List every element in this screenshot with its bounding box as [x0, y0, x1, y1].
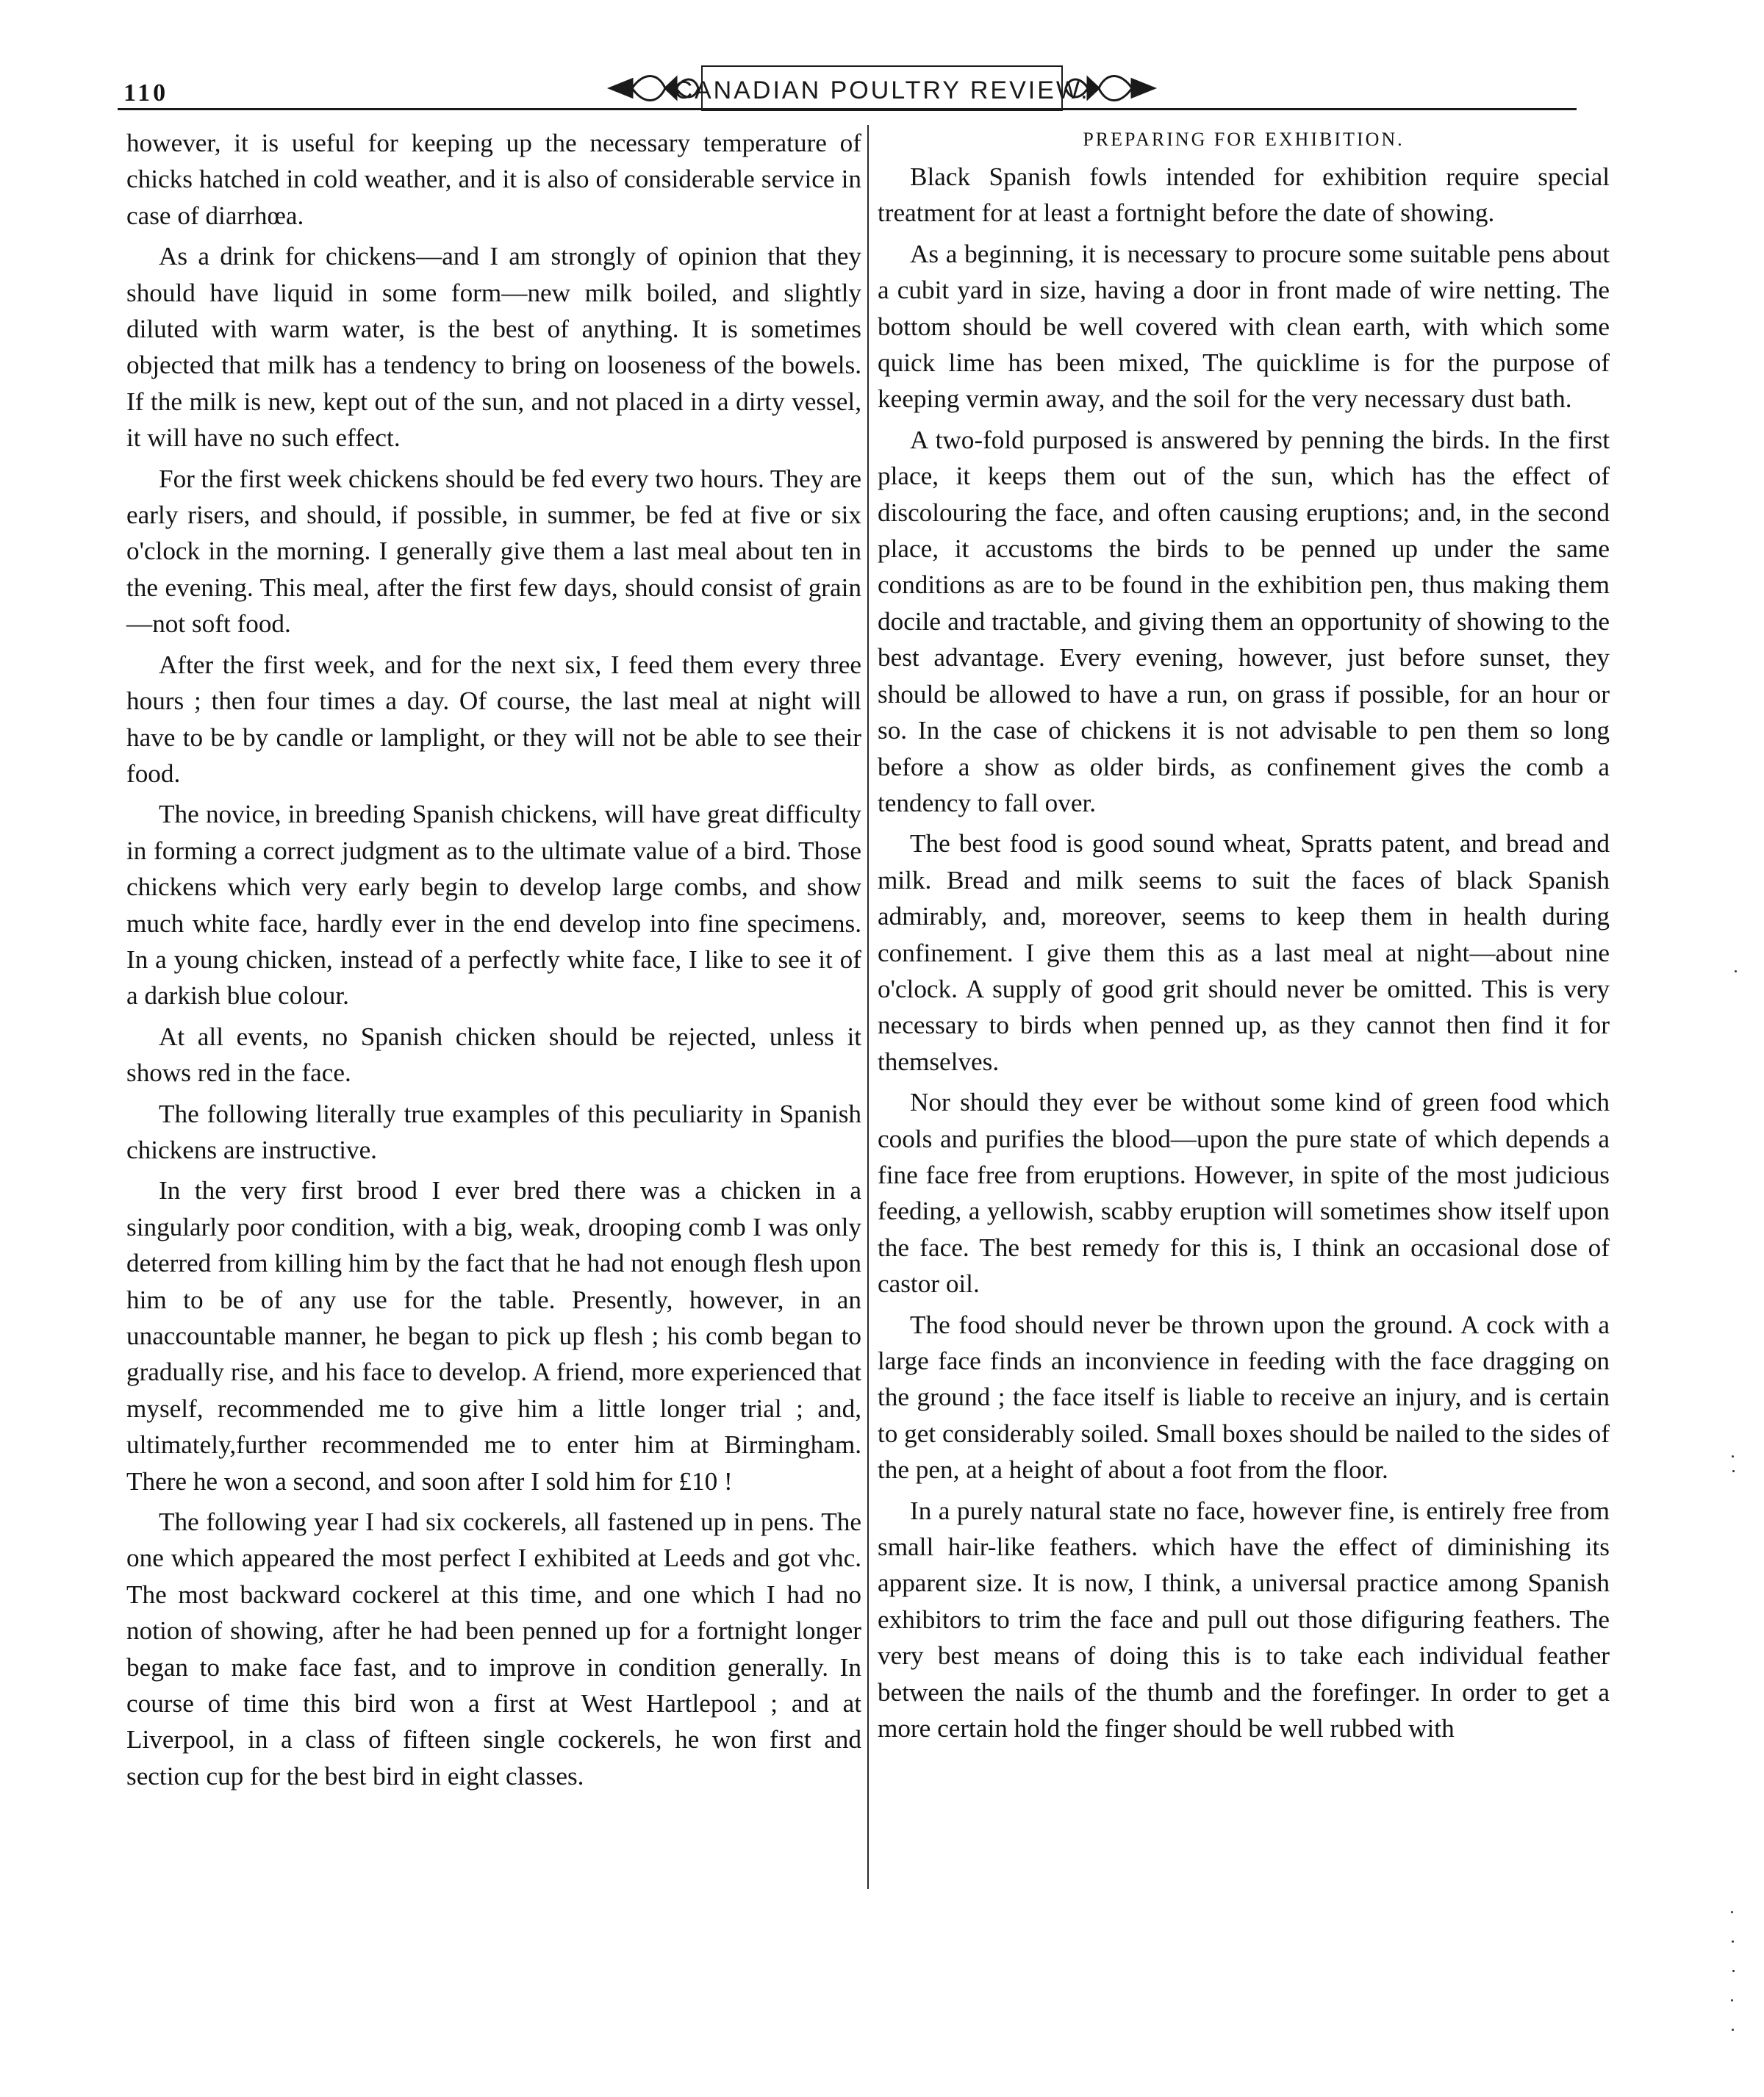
left-paragraph-3: For the first week chickens should be fed every two hours. They are early risers, and should, if possible, in summer, be fed at five or six o'clock in the morning. I generally give them a last meal about ten in the evening. This meal, after the first few days, should consist of grain—not soft food. — [126, 464, 861, 639]
scan-speck — [1731, 1911, 1733, 1913]
left-paragraph-2: As a drink for chickens—and I am strongly of opinion that they should have liquid in some form—new milk boiled, and slightly diluted with warm water, is the best of anything. It is sometimes objected that milk has a tendency to bring on looseness of the bowels. If the milk is new, kept out of the sun, and not placed in a dirty vessel, it will have no such effect. — [126, 242, 861, 453]
scan-speck — [1732, 2029, 1734, 2031]
column-divider — [867, 125, 869, 1889]
left-paragraph-1: however, it is useful for keeping up the necessary temperature of chicks hatched in cold weather, and it is also of considerable service in case of diarrhœa. — [126, 129, 861, 230]
scan-speck — [1732, 1940, 1734, 1943]
right-paragraph-3: A two-fold purposed is answered by penning the birds. In the first place, it keeps them out of the sun, which has the effect of discolouring the face, and often causing eruptions; and, in the second place, it accustoms the birds to be penned up under the same conditions as are to be found in the exhibition pen, thus making them docile and tractable, and giving them an opportunity of showing to the best advantage. Every evening, however, just before sunset, they should be allowed to have a run, on grass if possible, for an hour or so. In the case of chickens it is not advisable to pen them so long before a show as older birds, as confinement gives the comb a tendency to fall over. — [878, 425, 1610, 817]
left-column — [126, 125, 861, 1794]
page-number: 110 — [123, 79, 169, 107]
masthead — [603, 57, 1161, 116]
right-paragraph-1: Black Spanish fowls intended for exhibition require special treatment for at least a fortnight before the date of showing. — [878, 162, 1610, 228]
right-paragraph-2: As a beginning, it is necessary to procure some suitable pens about a cubit yard in size, having a door in front made of wire netting. The bottom should be well covered with clean earth, with which some quick lime has been mixed, The quicklime is for the purpose of keeping vermin away, and the soil for the very necessary dust bath. — [878, 239, 1610, 414]
left-paragraph-9: The following year I had six cockerels, all fastened up in pens. The one which appeared the most perfect I exhibited at Leeds and got vhc. The most backward cockerel at this time, and one which I had no notion of showing, after he had been penned up for a fortnight longer began to make face fast, and to improve in condition generally. In course of time this bird won a first at West Hartlepool ; and at Liverpool, in a class of fifteen single cockerels, he won first and section cup for the best bird in eight classes. — [126, 1508, 861, 1790]
left-paragraph-7: The following literally true examples of this peculiarity in Spanish chickens are instructive. — [126, 1099, 861, 1164]
scan-speck — [1732, 1470, 1735, 1472]
right-paragraph-4: The best food is good sound wheat, Spratts patent, and bread and milk. Bread and milk seems to suit the faces of black Spanish admirably, and, moreover, seems to keep them in health during confinement. I give them this as a last meal at night—about nine o'clock. A supply of good grit should never be omitted. This is very necessary to birds when penned up, as they cannot then find it for themselves. — [878, 829, 1610, 1076]
right-paragraph-6: The food should never be thrown upon the ground. A cock with a large face finds an inconvience in feeding with the face dragging on the ground ; the face itself is liable to receive an injury, and is certain to get considerably soiled. Small boxes should be nailed to the sides of the pen, at a height of about a foot from the floor. — [878, 1310, 1610, 1485]
right-paragraph-5: Nor should they ever be without some kind of green food which cools and purifies the blood—upon the pure state of which depends a fine face free from eruptions. However, in spite of the most judicious feeding, a yellowish, scabby eruption will sometimes show itself upon the face. The best remedy for this is, I think an occasional dose of castor oil. — [878, 1088, 1610, 1299]
right-paragraph-7: In a purely natural state no face, however fine, is entirely free from small hair-like feathers. which have the effect of diminishing its apparent size. It is now, I think, a universal practice among Spanish exhibitors to trim the face and pull out those difiguring feathers. The very best means of doing this is to take each individual feather between the nails of the thumb and the forefinger. In order to get a more certain hold the finger should be well rubbed with — [878, 1496, 1610, 1743]
masthead-title: CANADIAN POULTRY REVIEW. — [674, 76, 1090, 104]
left-paragraph-5: The novice, in breeding Spanish chickens, will have great difficulty in forming a correct judgment as to the ultimate value of a bird. Those chickens which very early begin to develop large combs, and show much white face, hardly ever in the end develop into fine specimens. In a young chicken, instead of a perfectly white face, I like to see it of a darkish blue colour. — [126, 800, 861, 1011]
header-rule — [118, 108, 1577, 110]
scan-speck — [1731, 1999, 1733, 2001]
scan-speck — [1732, 1455, 1734, 1458]
left-paragraph-4: After the first week, and for the next six, I feed them every three hours ; then four times a day. Of course, the last meal at night will have to be by candle or lamplight, or they will not be able to see their food. — [126, 650, 861, 788]
scan-speck — [1735, 970, 1737, 972]
right-column — [878, 125, 1610, 1746]
section-heading: PREPARING FOR EXHIBITION. — [1083, 129, 1405, 150]
left-paragraph-8: In the very first brood I ever bred there was a chicken in a singularly poor condition, with a big, weak, drooping comb I was only deterred from killing him by the fact that he had not enough flesh upon him to be of any use for the table. Presently, however, in an unaccountable manner, he began to pick up flesh ; his comb began to gradually rise, and his face to develop. A friend, more experienced that myself, recommended me to give him a little longer trial ; and, ultimately,further recommended me to enter him at Birmingham. There he won a second, and soon after I sold him for £10 ! — [126, 1176, 861, 1496]
scan-speck — [1732, 1970, 1735, 1972]
left-paragraph-6: At all events, no Spanish chicken should be rejected, unless it shows red in the face. — [126, 1022, 861, 1088]
masthead-ornament — [603, 57, 1161, 116]
